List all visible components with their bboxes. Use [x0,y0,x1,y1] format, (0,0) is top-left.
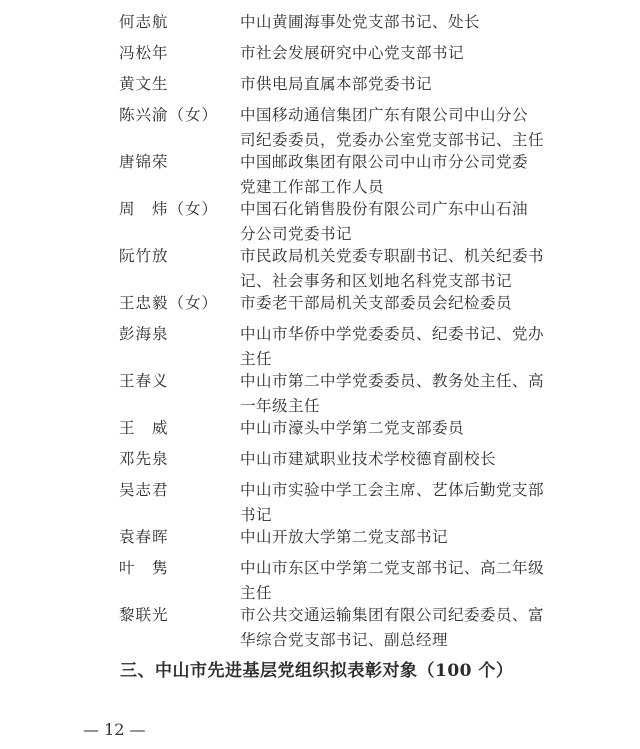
honoree-name: 彭海泉 [119,325,169,343]
honoree-position [240,369,590,419]
position-line: 市民政局机关党委专职副书记、机关纪委书 [240,247,545,265]
position-line: 中国邮政集团有限公司中山市分公司党委 [240,153,529,171]
honoree-name: 何志航 [119,13,169,31]
honoree-position [240,525,590,550]
honoree-position [240,556,590,606]
position-line: 分公司党委书记 [240,225,353,243]
position-line: 中山市实验中学工会主席、艺体后勤党支部 [240,481,545,499]
position-line: 中山市东区中学第二党支部书记、高二年级 [240,559,545,577]
honoree-name: 冯松年 [119,44,169,62]
position-line: 记、社会事务和区划地名科党支部书记 [240,272,513,290]
position-line: 中山黄圃海事处党支部书记、处长 [240,13,481,31]
honoree-name: 王春义 [119,372,169,390]
position-line: 中山市建斌职业技术学校德育副校长 [240,450,497,468]
honoree-name: 唐锦荣 [119,153,169,171]
honoree-name: 周 炜（女） [119,200,219,218]
honoree-position [240,603,590,653]
honoree-name: 袁春晖 [119,528,169,546]
position-line: 市公共交通运输集团有限公司纪委委员、富 [240,606,545,624]
position-line: 中山开放大学第二党支部书记 [240,528,449,546]
honoree-name: 陈兴渝（女） [119,106,219,124]
honoree-position [240,478,590,528]
honoree-position [240,10,590,35]
honoree-position [240,291,590,316]
page-number: — 12 — [83,720,146,739]
honoree-name: 黎联光 [119,606,169,624]
honoree-position [240,197,590,247]
position-line: 党建工作部工作人员 [240,178,385,196]
position-line: 市委老干部局机关支部委员会纪检委员 [240,294,513,312]
position-line: 中国移动通信集团广东有限公司中山分公 [240,106,529,124]
position-line: 司纪委委员，党委办公室党支部书记、主任 [240,131,545,149]
honoree-name: 吴志君 [119,481,169,499]
position-line: 市供电局直属本部党委书记 [240,75,433,93]
position-line: 中国石化销售股份有限公司广东中山石油 [240,200,529,218]
honoree-position [240,322,590,372]
position-line: 主任 [240,350,273,368]
honoree-name: 王忠毅（女） [119,294,219,312]
position-line: 书记 [240,506,273,524]
position-line: 主任 [240,584,273,602]
honoree-name: 叶 隽 [119,559,169,577]
honoree-position [240,103,590,153]
position-line: 华综合党支部书记、副总经理 [240,631,449,649]
honoree-position [240,447,590,472]
section-heading: 三、中山市先进基层党组织拟表彰对象（100 个） [120,661,514,681]
honoree-name: 邓先泉 [119,450,169,468]
honoree-position [240,72,590,97]
honoree-name: 阮竹放 [119,247,169,265]
honoree-name: 王 威 [119,419,169,437]
honoree-name: 黄文生 [119,75,169,93]
position-line: 一年级主任 [240,397,321,415]
honoree-position [240,41,590,66]
honoree-position [240,416,590,441]
position-line: 中山市濠头中学第二党支部委员 [240,419,465,437]
position-line: 中山市第二中学党委委员、教务处主任、高 [240,372,545,390]
honoree-position [240,150,590,200]
position-line: 中山市华侨中学党委委员、纪委书记、党办 [240,325,545,343]
position-line: 市社会发展研究中心党支部书记 [240,44,465,62]
honoree-position [240,244,590,294]
